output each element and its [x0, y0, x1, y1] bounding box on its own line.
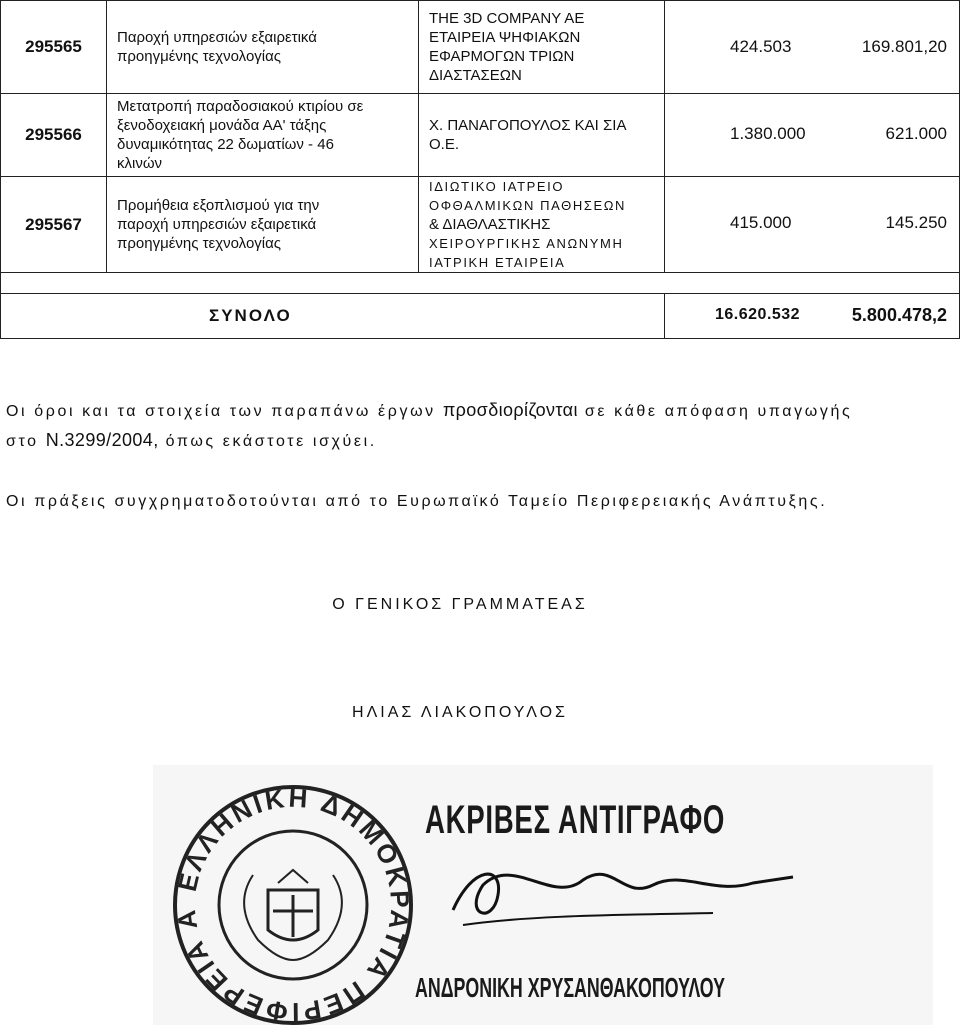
title-line: προηγμένης τεχνολογίας [117, 235, 282, 252]
beneficiary-line: ΕΤΑΙΡΕΙΑ ΨΗΦΙΑΚΩΝ [429, 29, 581, 46]
funding-paragraph: Οι πράξεις συγχρηματοδοτούνται από το Ευρωπαϊκό Ταμείο Περιφερειακής Ανάπτυξης. [6, 493, 828, 510]
projects-table [0, 0, 960, 339]
terms-emphasis: προσδιορίζονται [442, 400, 578, 420]
project-title [107, 177, 419, 273]
stamp-graphic [153, 765, 933, 1025]
beneficiary-line: ΧΕΙΡΟΥΡΓΙΚΗΣ ΑΝΩΝΥΜΗ [429, 236, 624, 251]
beneficiary-line: ΟΦΘΑΛΜΙΚΩΝ ΠΑΘΗΣΕΩΝ [429, 198, 627, 213]
project-code: 295566 [1, 94, 107, 177]
beneficiary-line: ΙΑΤΡΙΚΗ ΕΤΑΙΡΕΙΑ [429, 255, 566, 270]
total-row [1, 294, 960, 339]
certified-copy-stamp [153, 765, 933, 1025]
title-line: ξενοδοχειακή μονάδα ΑΑ' τάξης [117, 117, 327, 134]
terms-text: όπως εκάστοτε ισχύει. [158, 433, 377, 450]
project-code: 295567 [1, 177, 107, 273]
title-line: προηγμένης τεχνολογίας [117, 48, 282, 65]
title-line: δυναμικότητας 22 δωματίων - 46 [117, 136, 334, 153]
signatory-role: Ο ΓΕΝΙΚΟΣ ΓΡΑΜΜΑΤΕΑΣ [332, 596, 588, 613]
total-budget: 16.620.532 [715, 306, 801, 323]
project-budget: 1.380.000 [730, 124, 806, 143]
project-title [107, 94, 419, 177]
terms-text: στο [6, 433, 46, 450]
title-line: Μετατροπή παραδοσιακού κτιρίου σε [117, 98, 364, 115]
title-line: Παροχή υπηρεσιών εξαιρετικά [117, 29, 317, 46]
beneficiary-line: Ο.Ε. [429, 136, 460, 153]
beneficiary-line: ΕΦΑΡΜΟΓΩΝ ΤΡΙΩΝ [429, 48, 575, 65]
project-row [1, 1, 960, 94]
project-amounts [665, 94, 960, 177]
title-line: Προμήθεια εξοπλισμού για την [117, 197, 320, 214]
law-reference: Ν.3299/2004, [45, 430, 159, 450]
total-label: ΣΥΝΟΛΟ [1, 294, 665, 339]
beneficiary-line: THE 3D COMPANY AE [429, 10, 585, 27]
project-budget: 424.503 [730, 37, 792, 56]
seal-text: ΕΛΛΗΝΙΚΗ ΔΗΜΟΚΡΑΤΙΑ ΠΕΡΙΦΕΡΕΙΑ Α [170, 782, 416, 1025]
total-public-expenditure: 5.800.478,2 [851, 305, 947, 325]
project-budget: 415.000 [730, 213, 792, 232]
terms-paragraph [6, 396, 951, 456]
beneficiary-line: ΙΔΙΩΤΙΚΟ ΙΑΤΡΕΙΟ [429, 179, 565, 194]
project-public-expenditure: 169.801,20 [861, 37, 947, 56]
project-code: 295565 [1, 1, 107, 94]
total-amounts [665, 294, 960, 339]
certified-copy-label: ΑΚΡΙΒΕΣ ΑΝΤΙΓΡΑΦΟ [425, 798, 725, 842]
project-beneficiary [419, 94, 665, 177]
project-row [1, 177, 960, 273]
project-beneficiary [419, 177, 665, 273]
project-amounts [665, 1, 960, 94]
table-spacer [1, 273, 960, 294]
project-public-expenditure: 145.250 [885, 213, 947, 232]
title-line: παροχή υπηρεσιών εξαιρετικά [117, 216, 317, 233]
beneficiary-line: & ΔΙΑΘΛΑΣΤΙΚΗΣ [429, 216, 551, 233]
project-row [1, 94, 960, 177]
terms-text: Οι όροι και τα στοιχεία των παραπάνω έργων [6, 403, 443, 420]
project-beneficiary [419, 1, 665, 94]
beneficiary-line: ΔΙΑΣΤΑΣΕΩΝ [429, 67, 522, 84]
signatory-name: ΗΛΙΑΣ ΛΙΑΚΟΠΟΥΛΟΣ [352, 704, 568, 721]
terms-text: σε κάθε απόφαση υπαγωγής [577, 403, 853, 420]
project-amounts [665, 177, 960, 273]
project-public-expenditure: 621.000 [885, 124, 947, 143]
project-title [107, 1, 419, 94]
title-line: κλινών [117, 155, 163, 172]
certifier-name: ΑΝΔΡΟΝΙΚΗ ΧΡΥΣΑΝΘΑΚΟΠΟΥΛΟΥ [415, 972, 726, 1003]
beneficiary-line: Χ. ΠΑΝΑΓΟΠΟΥΛΟΣ ΚΑΙ ΣΙΑ [429, 117, 627, 134]
